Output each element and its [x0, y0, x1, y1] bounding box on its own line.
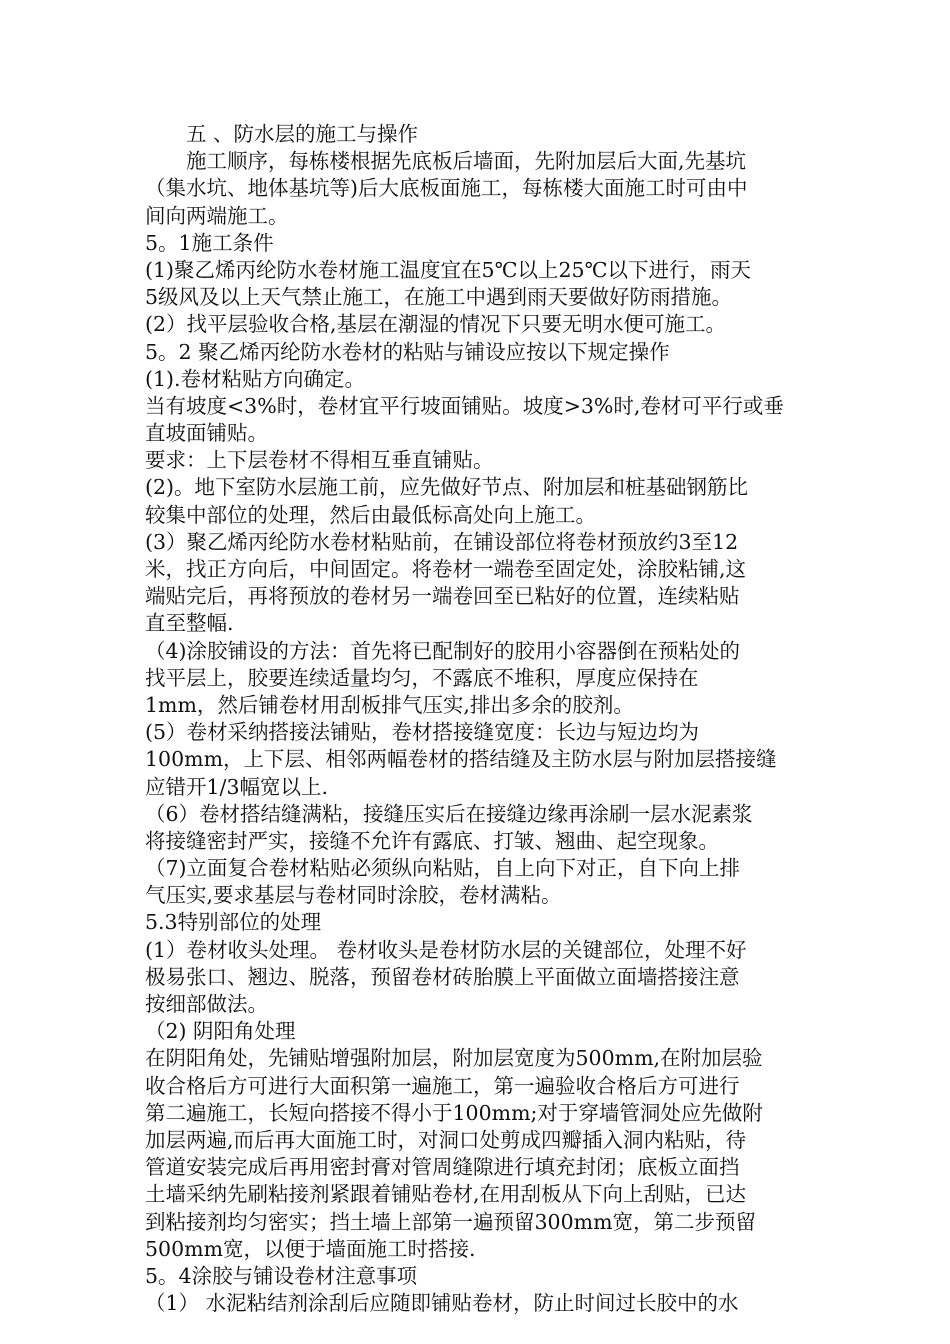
- text-line: (1）卷材收头处理。 卷材收头是卷材防水层的关键部位，处理不好: [145, 937, 747, 962]
- text-line: (1)聚乙烯丙纶防水卷材施工温度宜在5℃以上25℃以下进行，雨天: [145, 257, 752, 282]
- text-line: （1） 水泥粘结剂涂刮后应随即铺贴卷材，防止时间过长胶中的水: [145, 1291, 739, 1316]
- text-line: 将接缝密封严实，接缝不允许有露底、打皱、翘曲、起空现象。: [145, 828, 719, 853]
- text-line: （2) 阴阳角处理: [145, 1019, 296, 1044]
- text-line: （7)立面复合卷材粘贴必须纵向粘贴，自上向下对正，自下向上排: [145, 856, 741, 881]
- text-line: (5）卷材采纳搭接法铺贴，卷材搭接缝宽度：长边与短边均为: [145, 720, 700, 745]
- text-line: 施工顺序，每栋楼根据先底板后墙面，先附加层后大面,先基坑: [145, 149, 747, 174]
- text-line: 土墙采纳先刷粘接剂紧跟着铺贴卷材,在用刮板从下向上刮贴，已达: [145, 1182, 747, 1207]
- text-line: 100mm，上下层、相邻两幅卷材的搭结缝及主防水层与附加层搭接缝: [145, 747, 777, 772]
- text-line: (3）聚乙烯丙纶防水卷材粘贴前，在铺设部位将卷材预放约3至12: [145, 529, 739, 554]
- document-body: [145, 121, 813, 1317]
- text-line: 直坡面铺贴。: [145, 421, 268, 446]
- text-line: 1mm，然后铺卷材用刮板排气压实,排出多余的胶剂。: [145, 692, 634, 717]
- text-line: 5。2 聚乙烯丙纶防水卷材的粘贴与铺设应按以下规定操作: [145, 339, 670, 364]
- text-line: 按细部做法。: [145, 992, 268, 1016]
- text-line: 管道安装完成后再用密封膏对管周缝隙进行填充封闭；底板立面挡: [145, 1155, 740, 1180]
- text-line: 应错开1/3幅宽以上.: [145, 774, 329, 799]
- text-line: 到粘接剂均匀密实；挡土墙上部第一遍预留300mm宽，第二步预留: [145, 1209, 757, 1234]
- text-line: （6）卷材搭结缝满粘，接缝压实后在接缝边缘再涂刷一层水泥素浆: [145, 801, 753, 826]
- text-line: 5.3特别部位的处理: [145, 910, 322, 935]
- text-line: 端贴完后，再将预放的卷材另一端卷回至已粘好的位置，连续粘贴: [145, 584, 740, 609]
- text-line: 5。4涂胶与铺设卷材注意事项: [145, 1263, 418, 1288]
- text-line: (2)。地下室防水层施工前，应先做好节点、附加层和桩基础钢筋比: [145, 475, 749, 500]
- text-line: 5级风及以上天气禁止施工，在施工中遇到雨天要做好防雨措施。: [145, 285, 733, 310]
- text-line: 收合格后方可进行大面积第一遍施工，第一遍验收合格后方可进行: [145, 1073, 740, 1098]
- text-line: 五 、防水层的施工与操作: [145, 122, 419, 146]
- text-line: 较集中部位的处理，然后由最低标高处向上施工。: [145, 502, 596, 527]
- text-line: 间向两端施工。: [145, 203, 289, 228]
- text-line: 米，找正方向后，中间固定。将卷材一端卷至固定处，涂胶粘铺,这: [145, 557, 747, 581]
- text-line: 极易张口、翘边、脱落，预留卷材砖胎膜上平面做立面墙搭接注意: [145, 964, 740, 989]
- text-line: 在阴阳角处，先铺贴增强附加层，附加层宽度为500mm,在附加层验: [145, 1046, 763, 1071]
- text-line: (2）找平层验收合格,基层在潮湿的情况下只要无明水便可施工。: [145, 312, 727, 337]
- text-line: (1).卷材粘贴方向确定。: [145, 366, 366, 391]
- text-line: （集水坑、地体基坑等)后大底板面施工，每栋楼大面施工时可由中: [145, 176, 748, 201]
- text-line: 5。1施工条件: [145, 230, 274, 255]
- text-line: 加层两遍,而后再大面施工时，对洞口处剪成四瓣插入洞内粘贴，待: [145, 1127, 747, 1152]
- text-line: （4)涂胶铺设的方法：首先将已配制好的胶用小容器倒在预粘处的: [145, 638, 741, 663]
- text-line: 直至整幅.: [145, 611, 234, 636]
- text-line: 要求：上下层卷材不得相互垂直铺贴。: [145, 448, 494, 473]
- text-line: 第二遍施工，长短向搭接不得小于100mm;对于穿墙管洞处应先做附: [145, 1100, 763, 1125]
- text-line: 气压实,要求基层与卷材同时涂胶，卷材满粘。: [145, 883, 562, 908]
- text-line: 当有坡度<3%时，卷材宜平行坡面铺贴。坡度>3%时,卷材可平行或垂: [145, 393, 784, 418]
- text-line: 找平层上，胶要连续适量均匀，不露底不堆积，厚度应保持在: [145, 665, 699, 690]
- text-line: 500mm宽，以便于墙面施工时搭接.: [145, 1236, 476, 1261]
